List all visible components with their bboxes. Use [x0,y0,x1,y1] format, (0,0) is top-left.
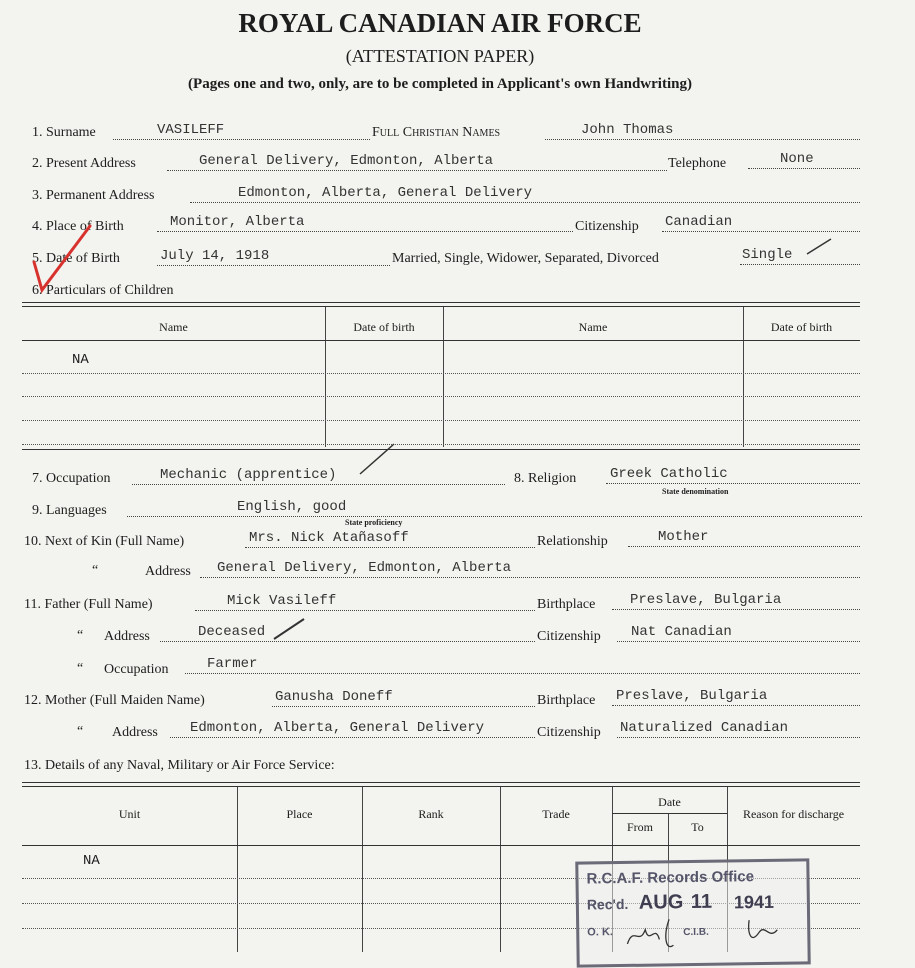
religion-hint: State denomination [662,487,729,496]
mother-birthplace-label: Birthplace [537,693,596,708]
children-header-name-2: Name [578,320,608,334]
christian-names-label: Full Christian Names [372,125,501,140]
form-title: ROYAL CANADIAN AIR FORCE [238,8,642,38]
occupation-label: 7. Occupation [32,471,111,486]
tick-mark-icon [358,442,398,478]
ditto-mark: “ [92,563,99,578]
citizenship-field[interactable] [662,214,860,232]
languages-field[interactable] [127,499,862,517]
kin-address-label: Address [145,564,191,579]
permanent-address-value: Edmonton, Alberta, General Delivery [238,185,533,201]
service-header-from: From [626,820,653,834]
religion-field[interactable] [606,466,860,484]
christian-names-field[interactable] [545,122,860,140]
records-office-stamp [575,858,810,967]
relationship-field[interactable] [628,529,860,547]
father-label: 11. Father (Full Name) [24,597,153,612]
relationship-value: Mother [658,529,709,545]
mother-citizenship-label: Citizenship [537,725,601,740]
service-header-to: To [691,820,704,834]
mother-birthplace-value: Preslave, Bulgaria [616,688,768,704]
father-citizenship-field[interactable] [617,624,860,642]
languages-hint: State proficiency [345,518,403,527]
service-header-place: Place [286,807,313,821]
religion-label: 8. Religion [514,471,577,486]
marital-status-value: Single [742,247,793,263]
marital-status-field[interactable] [740,247,860,265]
father-citizenship-label: Citizenship [537,629,601,644]
telephone-field[interactable] [748,151,860,169]
telephone-value: None [780,151,814,167]
tick-mark-icon [272,617,306,641]
ditto-mark: “ [77,628,84,643]
present-address-value: General Delivery, Edmonton, Alberta [199,153,494,169]
service-header-date: Date [658,795,681,809]
children-row[interactable] [22,396,860,397]
children-header-dob-1: Date of birth [353,320,415,334]
mother-citizenship-field[interactable] [617,720,860,738]
father-citizenship-value: Nat Canadian [631,624,732,640]
date-of-birth-label: 5. Date of Birth [32,251,120,266]
present-address-field[interactable] [167,153,667,171]
surname-field[interactable] [113,122,370,140]
children-header-dob-2: Date of birth [770,320,833,334]
form-subtitle: (ATTESTATION PAPER) [345,46,535,66]
languages-label: 9. Languages [32,503,107,518]
stamp-ok-label: O. K. [587,926,614,939]
mother-field[interactable] [272,689,535,707]
father-birthplace-field[interactable] [612,592,860,610]
religion-value: Greek Catholic [610,466,728,482]
mother-address-label: Address [112,725,158,740]
telephone-label: Telephone [668,156,727,171]
occupation-field[interactable] [132,467,505,485]
marital-status-label: Married, Single, Widower, Separated, Divorced [392,251,659,266]
father-address-label: Address [104,629,150,644]
father-field[interactable] [195,593,535,611]
father-birthplace-label: Birthplace [537,597,596,612]
children-label: 6. Particulars of Children [32,283,174,298]
present-address-label: 2. Present Address [32,156,136,171]
stamp-month: AUG [638,891,684,914]
father-value: Mick Vasileff [227,593,337,609]
surname-value: VASILEFF [157,122,225,138]
father-occupation-label: Occupation [104,662,169,677]
citizenship-label: Citizenship [575,219,639,234]
children-row[interactable] [22,444,860,445]
stamp-office: R.C.A.F. Records Office [586,868,755,888]
stamp-year: 1941 [733,891,775,913]
place-of-birth-value: Monitor, Alberta [170,214,305,230]
father-address-value: Deceased [198,624,266,640]
ditto-mark: “ [77,661,84,676]
mother-citizenship-value: Naturalized Canadian [620,720,789,736]
next-of-kin-label: 10. Next of Kin (Full Name) [24,534,185,549]
mother-value: Ganusha Doneff [275,689,393,705]
stamp-cib-label: C.I.B. [683,926,709,939]
father-occupation-field[interactable] [185,656,860,674]
kin-address-value: General Delivery, Edmonton, Alberta [217,560,512,576]
stamp-day: 11 [690,890,713,914]
place-of-birth-label: 4. Place of Birth [32,219,124,234]
stamp-received-label: Rec'd. [586,895,629,913]
ditto-mark: “ [77,724,84,739]
service-header-trade: Trade [542,807,570,821]
date-of-birth-value: July 14, 1918 [160,248,270,264]
place-of-birth-field[interactable] [157,214,573,232]
service-header-unit: Unit [118,807,141,821]
red-checkmark-icon [28,222,98,297]
father-birthplace-value: Preslave, Bulgaria [630,592,782,608]
children-row[interactable] [22,373,860,374]
children-header-name-1: Name [159,320,188,334]
children-row[interactable] [22,420,860,421]
service-row-unit: NA [83,853,100,869]
service-header-rank: Rank [418,807,444,821]
handwritten-initials-icon [619,914,790,956]
occupation-value: Mechanic (apprentice) [160,467,337,483]
languages-value: English, good [237,499,347,515]
kin-address-field[interactable] [200,560,860,578]
form-instruction: (Pages one and two, only, are to be completed in Applicant's own Handwriting) [188,76,692,92]
mother-label: 12. Mother (Full Maiden Name) [24,693,205,708]
tick-mark-icon [805,236,835,256]
next-of-kin-field[interactable] [245,530,535,548]
service-label: 13. Details of any Naval, Military or Air Force Service: [24,758,335,773]
mother-address-field[interactable] [170,720,535,738]
service-header-reason: Reason for discharge [742,807,845,821]
relationship-label: Relationship [537,534,608,549]
mother-address-value: Edmonton, Alberta, General Delivery [190,720,485,736]
permanent-address-label: 3. Permanent Address [32,188,155,203]
children-row-name: NA [72,352,89,368]
mother-birthplace-field[interactable] [612,688,860,706]
next-of-kin-value: Mrs. Nick Atañasoff [249,530,409,546]
citizenship-value: Canadian [665,214,733,230]
father-address-field[interactable] [160,624,535,642]
permanent-address-field[interactable] [190,185,860,203]
father-occupation-value: Farmer [207,656,258,672]
date-of-birth-field[interactable] [157,248,390,266]
christian-names-value: John Thomas [581,122,674,138]
surname-label: 1. Surname [32,125,96,140]
